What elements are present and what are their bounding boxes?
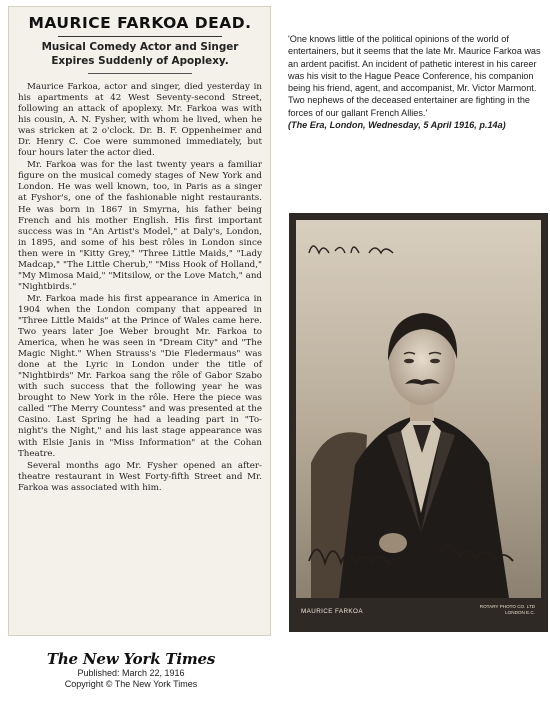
- quote-text: 'One knows little of the political opinions of the world of entertainers, but it seems that the late Mr. Maurice Farkoa was an ardent pacifist. An incident of pathetic interest in his career was his visit to the Hague Peace Conference, his companion being his friend, agent, and accompanist, Mr. Victor Marmont. Two nephews of the deceased entertainer are fighting in the forces of our gallant French Allies.': [288, 34, 541, 118]
- clipping-paragraph-4: Several months ago Mr. Fysher opened an after-theatre restaurant in West Forty-fifth Street and Mr. Farkoa was associated with him.: [18, 460, 262, 493]
- publisher-mark: [480, 604, 535, 616]
- published-date: Published: March 22, 1916: [77, 668, 185, 678]
- headline-rule: [58, 36, 222, 37]
- publisher-mark-line-2: LONDON E.C.: [505, 610, 535, 615]
- clipping-paragraph-1: Maurice Farkoa, actor and singer, died yesterday in his apartments at 42 West Seventy-second Street, following an attack of apoplexy. Mr. Farkoa was with his cousin, A. N. Fysher, with whom he lived, when he was stricken at 2 o'clock. Dr. B. F. Oppenheimer and Dr. Henry C. Coe were summoned immediately, but four hours later the actor died.: [18, 82, 262, 159]
- postcard-photo: [289, 213, 548, 632]
- subhead-rule: [88, 73, 192, 74]
- clipping-headline: MAURICE FARKOA DEAD.: [28, 14, 252, 32]
- newspaper-clipping: [8, 6, 271, 636]
- copyright-line: Copyright © The New York Times: [64, 679, 198, 689]
- era-quote: [288, 33, 543, 131]
- clipping-body: [18, 82, 262, 494]
- quote-source: (The Era, London, Wednesday, 5 April 1916, p.14a): [288, 120, 506, 131]
- publisher-mark-line-1: ROTARY PHOTO CO. LTD: [479, 604, 535, 609]
- clipping-subhead-line-1: Musical Comedy Actor and Singer: [41, 41, 239, 53]
- clipping-paragraph-3: Mr. Farkoa made his first appearance in America in 1904 when the London company that appeared in "Three Little Maids" at the Prince of Wales came here. Two years later Joe Weber brought Mr. Farkoa to America, when he was seen in "Dream City" and "The Magic Night." When Strauss's "Die Fledermaus" was done at the Lyric in London under the title of "Nightbirds" Mr. Farkoa sang the rôle of Gabor Szabo with such success that the following year he was brought to New York in the rôle. Here the piece was called "The Merry Countess" and was presented at the Casino. Last Spring he had a leading part in "To-night's the Night," and his last stage appearance was with Elsie Janis in "Miss Information" at the Cohan Theatre.: [18, 293, 262, 459]
- portrait-illustration: [289, 213, 548, 632]
- nyt-credit: [16, 650, 246, 690]
- clipping-subhead-line-2: Expires Suddenly of Apoplexy.: [51, 55, 229, 67]
- clipping-paragraph-2: Mr. Farkoa was for the last twenty years a familiar figure on the musical comedy stages of New York and London. He was well known, too, in Paris as a singer at Fyshor's, one of the fashionable night restaurants. He was born in 1867 in Smyrna, his father being French and his mother English. His first important success was in "An Artist's Model," at Daly's, London, in 1895, and some of his best rôles in London since then were in "Kitty Grey," "Three Little Maids," "Lady Madcap," "The Little Cherub," "Miss Hook of Holland," "My Mimosa Maid," "Mitsilow, or the Love Match," and "Nightbirds.": [18, 160, 262, 292]
- nyt-logo: The New York Times: [46, 650, 216, 668]
- photo-caption: MAURICE FARKOA: [301, 608, 363, 615]
